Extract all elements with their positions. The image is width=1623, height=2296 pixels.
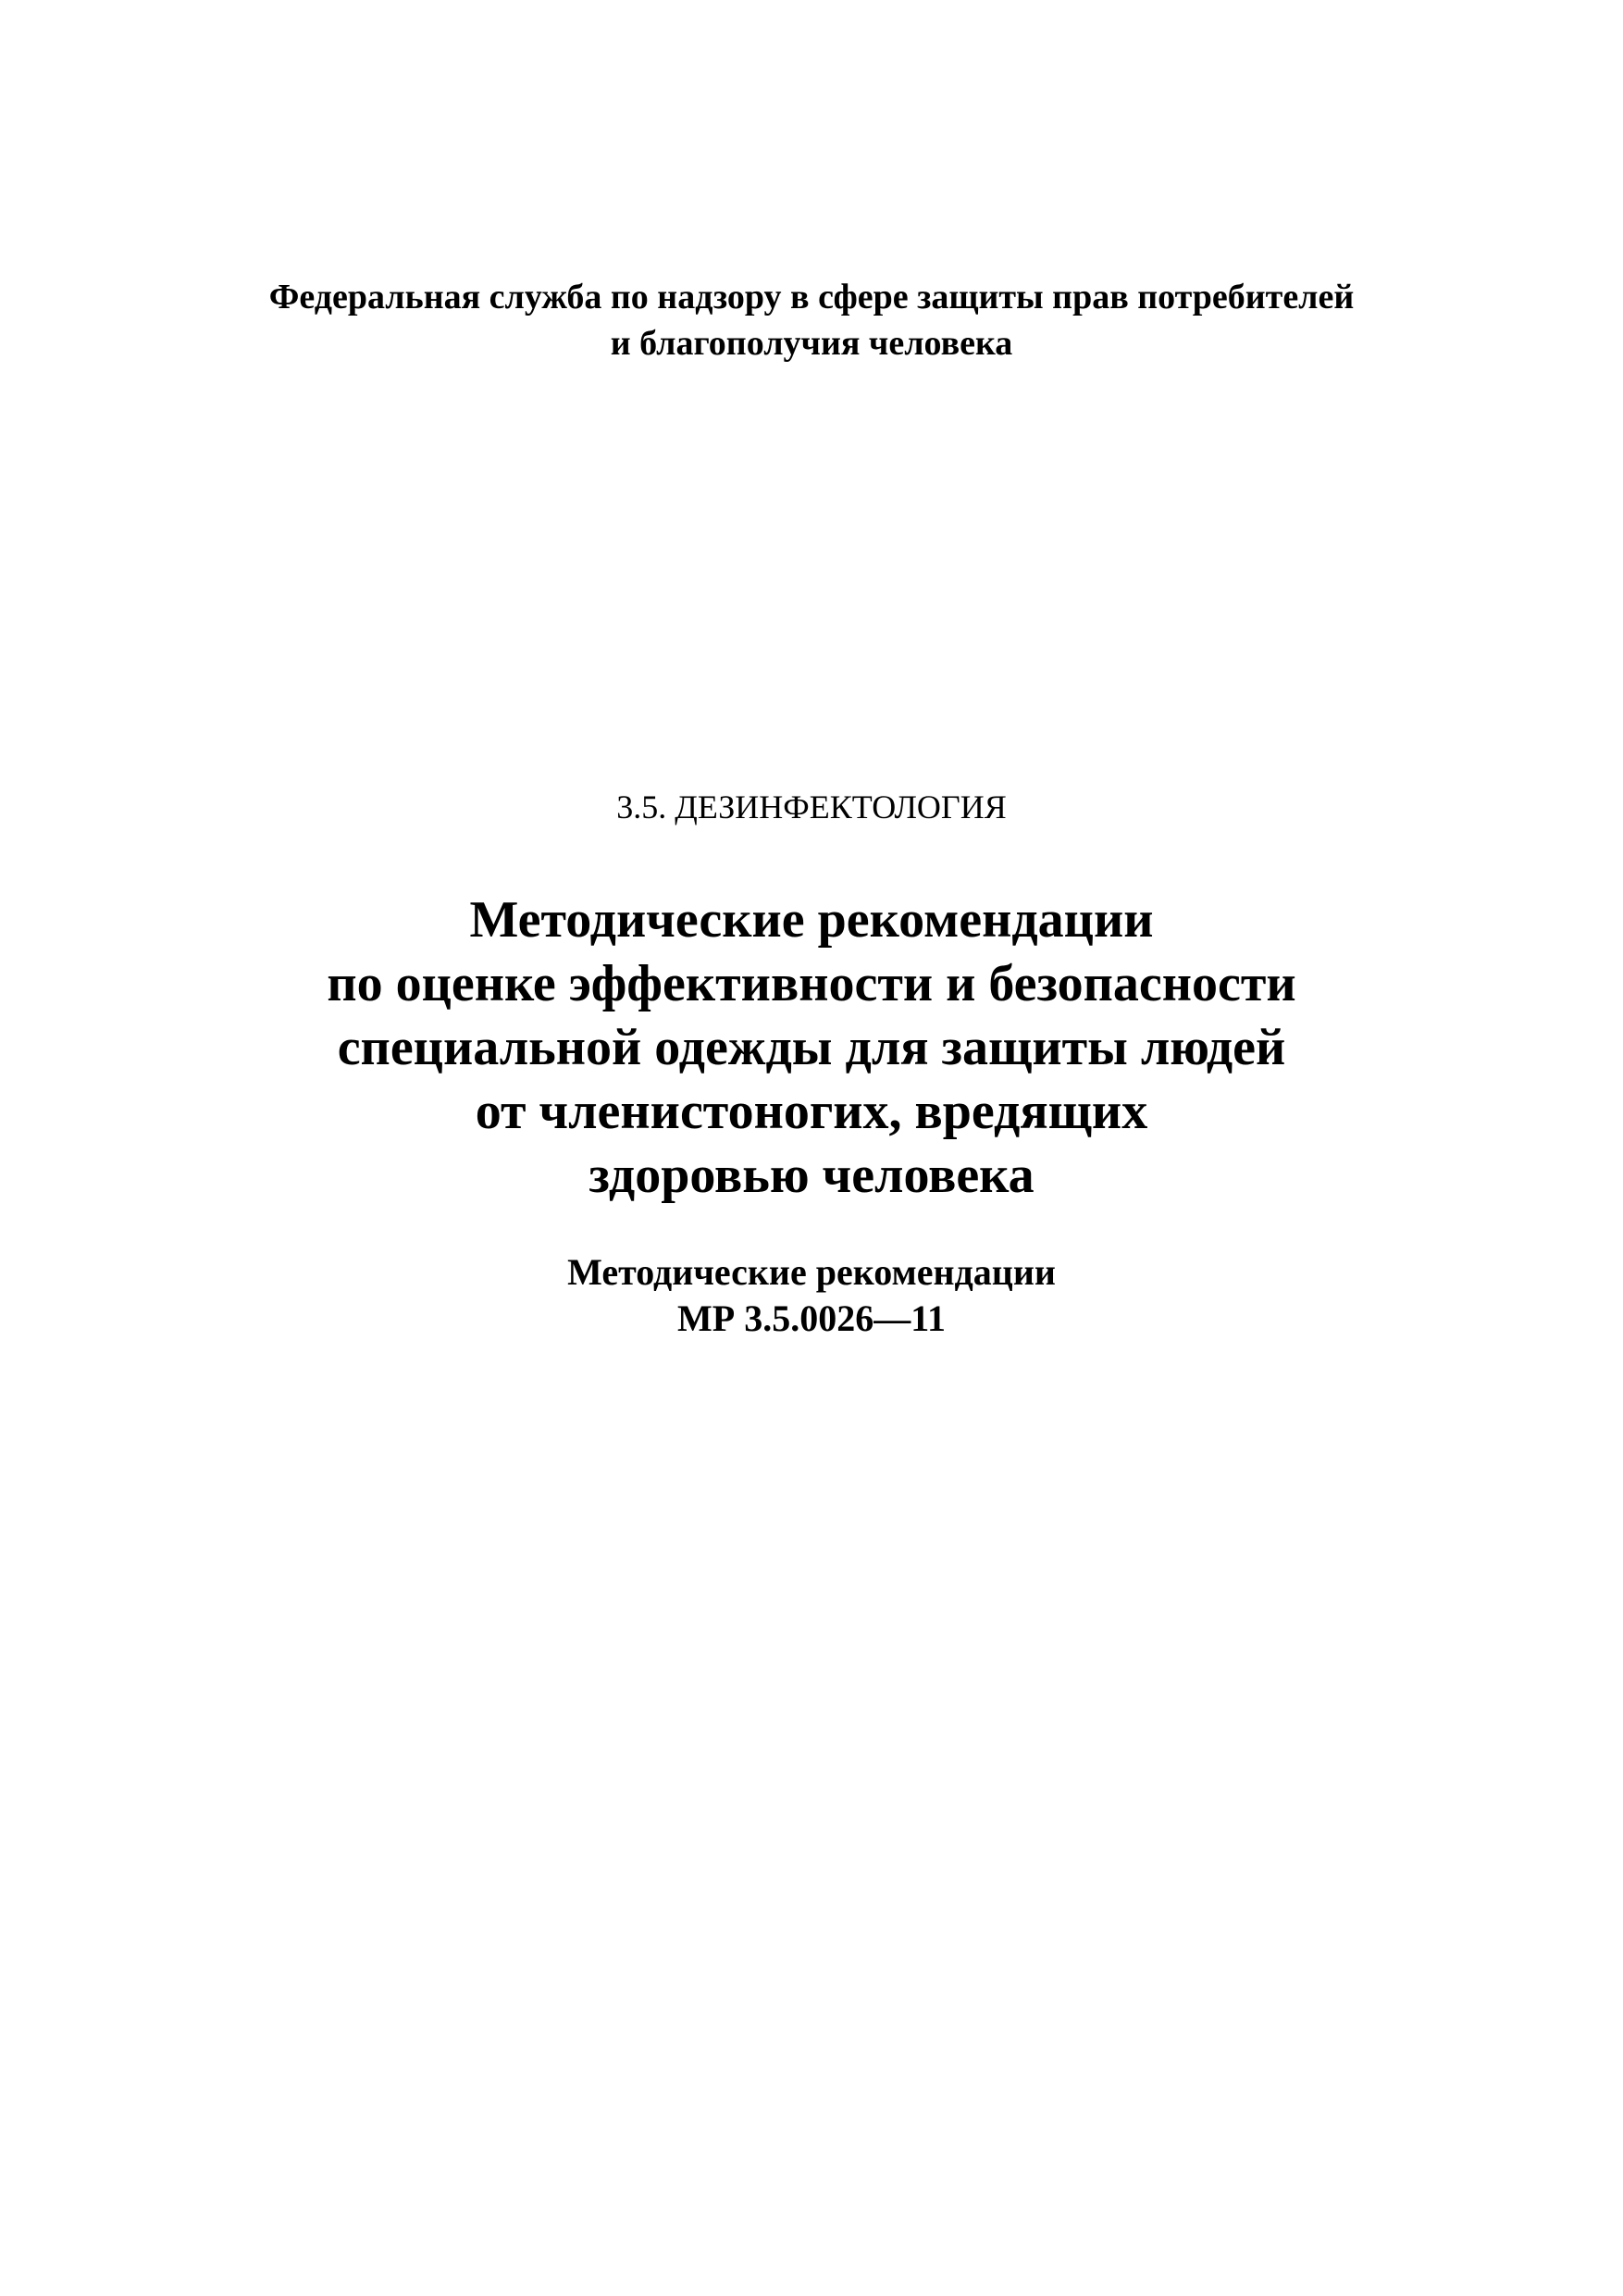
document-title-line: Методические рекомендации — [469, 891, 1154, 949]
section-heading — [0, 787, 1623, 827]
document-designation — [0, 1249, 1623, 1342]
issuing-authority-line: Федеральная служба по надзору в сфере защиты прав потребителей — [268, 278, 1355, 316]
document-title-line: по оценке эффективности и безопасности — [327, 955, 1296, 1012]
document-type: Методические рекомендации — [567, 1251, 1056, 1293]
issuing-authority — [0, 274, 1623, 366]
document-title-line: здоровью человека — [588, 1147, 1035, 1204]
section-label: 3.5. ДЕЗИНФЕКТОЛОГИЯ — [616, 788, 1007, 825]
document-number: МР 3.5.0026—11 — [677, 1297, 946, 1339]
document-title-line: от членистоногих, вредящих — [475, 1083, 1148, 1140]
issuing-authority-line: и благополучия человека — [610, 324, 1013, 363]
document-title-line: специальной одежды для защиты людей — [337, 1019, 1286, 1076]
document-title — [0, 888, 1623, 1208]
